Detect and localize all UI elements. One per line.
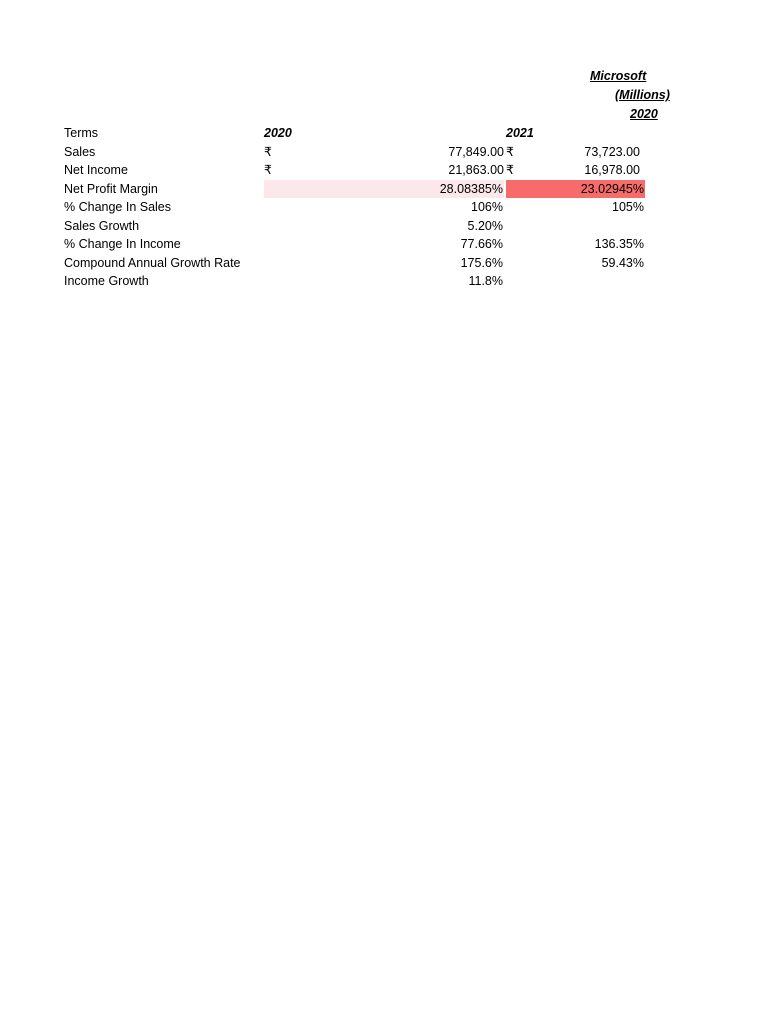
terms-header: Terms: [64, 126, 99, 140]
value-2021: 16,978.00: [584, 163, 640, 177]
report-year-text: 2020: [630, 107, 658, 121]
report-units-text: (Millions): [615, 88, 670, 102]
table-row-change-in-income: [0, 235, 645, 254]
row-label: Income Growth: [64, 274, 149, 288]
year-2021-header: 2021: [506, 126, 534, 140]
value-2020: 28.08385%: [264, 180, 504, 199]
table-row-sales: [0, 143, 645, 162]
value-2020: 175.6%: [460, 255, 503, 270]
value-2020: 21,863.00: [448, 163, 504, 177]
row-label: % Change In Sales: [64, 200, 172, 214]
value-2020: 77,849.00: [448, 144, 504, 159]
value-2021: 23.02945%: [506, 180, 645, 199]
table-row-net-income: [0, 161, 645, 180]
value-2020: 77.66%: [460, 237, 503, 251]
table-row-net-profit-margin: [0, 180, 645, 199]
table-row-cagr: [0, 254, 645, 273]
value-2021: 59.43%: [601, 255, 644, 270]
table-row-income-growth: [0, 272, 645, 291]
currency-symbol: ₹: [264, 144, 272, 159]
report-title-text: Microsoft: [590, 69, 647, 83]
currency-symbol: ₹: [506, 163, 514, 177]
currency-symbol: ₹: [264, 163, 272, 177]
header-row: [0, 124, 645, 143]
row-label: % Change In Income: [64, 237, 181, 251]
value-2020: 11.8%: [468, 274, 503, 288]
value-2021: 105%: [612, 200, 644, 214]
value-2021: 73,723.00: [584, 144, 640, 159]
data-table: [0, 60, 670, 300]
value-2020: 106%: [471, 200, 503, 214]
row-label: Sales Growth: [64, 218, 140, 233]
value-2021: [506, 217, 645, 236]
row-label: Sales: [64, 144, 96, 159]
value-2021: 136.35%: [594, 237, 644, 251]
row-label: Compound Annual Growth Rate: [64, 255, 241, 270]
row-label: Net Income: [64, 163, 128, 177]
row-label: Net Profit Margin: [64, 181, 158, 196]
year-2020-header: 2020: [264, 126, 292, 140]
value-2020: 5.20%: [467, 218, 503, 233]
table-row-change-in-sales: [0, 198, 645, 217]
value-2021: [506, 272, 645, 291]
table-row-sales-growth: [0, 217, 645, 236]
currency-symbol: ₹: [506, 144, 514, 159]
